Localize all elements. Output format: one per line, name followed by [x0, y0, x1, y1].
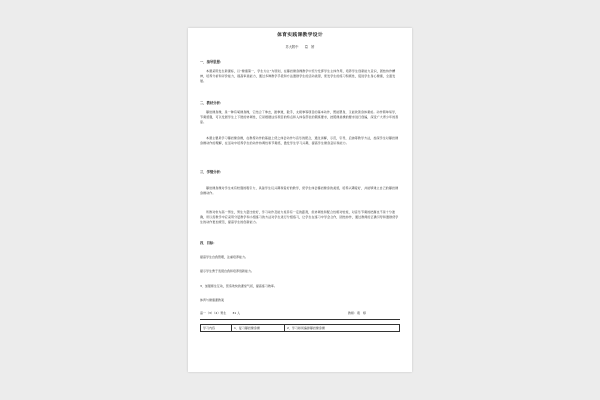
table-cell-item-1: 1．复习攀岩健身操: [232, 325, 285, 332]
section-heading-objectives: 四．目标：: [200, 241, 217, 245]
paragraph-material-analysis-2: 本课主要是学习攀岩健身操，在教授动作的基础上使之体会动作与音乐的配合，通过讲解，示范，引导，启迪等教学方法，加深学生对攀岩健身操动作的理解，在活动中培养学生的动作协调性和节奏感，激发学生学习兴趣，提高学生健身意识和能力。: [200, 136, 399, 146]
objective-line-3: 3．加强师生互动，营造欢快的课堂气氛，提高练习效率。: [200, 284, 277, 288]
lesson-plan-heading: 体育与健康课教案: [200, 298, 225, 302]
class-info: 高一（3）（4）男生 31 人: [200, 311, 241, 315]
section-heading-learner-analysis: 三．学情分析：: [200, 170, 224, 174]
paragraph-material-analysis-1: 攀岩健身操，是一种有氧健身操，它结合了拳击，跆拳道，散手，太极拳等项目的基本动作，既能塑身，又能改善身体素质。动作简单易学，节奏感强，可以发展学生上下肢的协调性，它是根据这些项目的特点和入体各部位的锻炼要求，按照健美操的要求进行创编，深受广大青少年的喜爱。: [200, 110, 399, 125]
teacher-info: 教师：葛 婷: [348, 311, 367, 315]
table-cell-label: 学习内容: [201, 325, 232, 332]
document-author: 苏大附中 葛 婷: [285, 45, 315, 49]
lesson-plan-table: [200, 324, 400, 332]
section-heading-guiding-ideology: 一．指导思想：: [200, 60, 224, 64]
table-cell-item-2: 2．学习如何编排攀岩健身操: [285, 325, 400, 332]
section-heading-material-analysis: 二．教材分析：: [200, 101, 224, 105]
paragraph-learner-analysis-1: 攀岩健身操对学生来有较强的吸引力，具备学生们兴趣和爱好的教学，使学生体会攀岩健身的美感，培养兴趣爱好，并能够建立自己的攀岩健身操动作。: [200, 186, 399, 196]
objective-line-2: 提示学生勇于表现自我和培养创新能力。: [200, 269, 255, 273]
divider-rule: [200, 319, 400, 320]
paragraph-learner-analysis-2: 所教对象为高一男生，男生力量比较好，学习动作及能力差异有一定的距离，但协调性和配合性相对较差，对音乐节奏的把握也不是十分准确，所以需教学中应采用分层教学和小组练习的方法对学生进行分组练习，让学生在练习中学会合作，团结协作，通过教师的正确引导和激励使学生的动作更加规范，提高学生的创新能力。: [200, 210, 399, 225]
document-title: 体育实践课教学设计: [277, 33, 323, 38]
class-info-line: [200, 312, 400, 315]
objective-line-1: 提高学生自我管理，注重培养能力。: [200, 255, 249, 259]
table-row: [201, 325, 400, 332]
paragraph-guiding-ideology: 本课采用发生新课标，以“健康第一，学生为主”为原则，在攀岩健身操教学中充分发挥学生主体作用，培养学生创新能力意识，团结协作精神，培养分析和评价能力，提高审美能力，通过多种教学手段和方法激励学生的活动欲望，使发学生的练习积极性，促进学生身心健康，全面发展。: [200, 69, 396, 84]
document-page: [188, 28, 412, 372]
